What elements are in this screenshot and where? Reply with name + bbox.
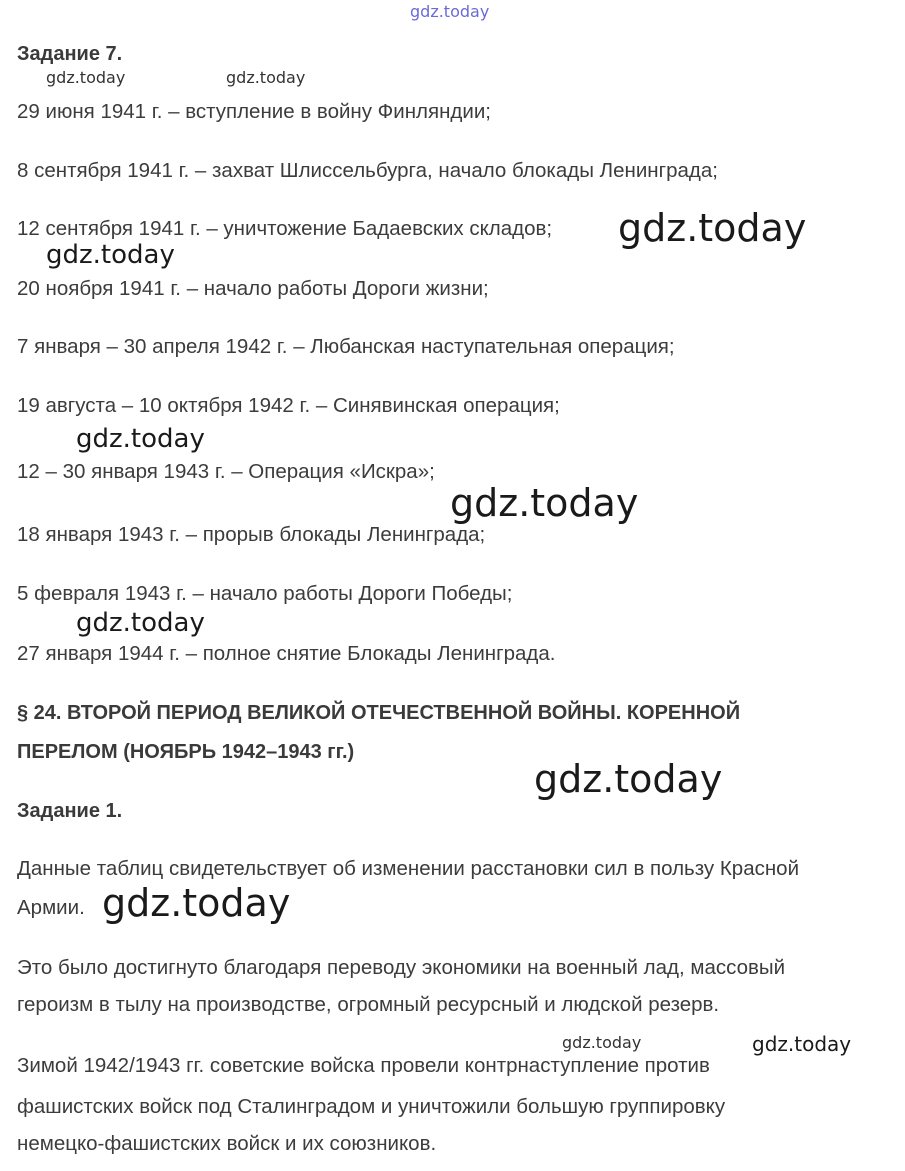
watermark-medium: gdz.today	[46, 240, 175, 270]
task7-line-1: 29 июня 1941 г. – вступление в войну Финляндии;	[17, 100, 491, 123]
task1-para2-line-1: Это было достигнуто благодаря переводу экономики на военный лад, массовый	[17, 956, 786, 979]
task7-line-10: 27 января 1944 г. – полное снятие Блокады Ленинграда.	[17, 642, 556, 665]
watermark-small: gdz.today	[562, 1033, 642, 1052]
task1-para3-line-3: немецко-фашистских войск и их союзников.	[17, 1132, 437, 1155]
task7-line-4: 20 ноября 1941 г. – начало работы Дороги жизни;	[17, 277, 489, 300]
task1-para1-line-1: Данные таблиц свидетельствует об изменении расстановки сил в пользу Красной	[17, 857, 800, 880]
watermark-small: gdz.today	[752, 1032, 852, 1056]
section-title-line-2: ПЕРЕЛОМ (НОЯБРЬ 1942–1943 гг.)	[17, 741, 355, 763]
task7-line-8: 18 января 1943 г. – прорыв блокады Ленинграда;	[17, 523, 486, 546]
watermark-top: gdz.today	[410, 2, 490, 21]
watermark-medium: gdz.today	[76, 424, 205, 454]
task1-para3-line-2: фашистских войск под Сталинградом и уничтожили большую группировку	[17, 1095, 726, 1118]
task7-line-3: 12 сентября 1941 г. – уничтожение Бадаевских складов;	[17, 217, 553, 240]
task7-line-6: 19 августа – 10 октября 1942 г. – Синявинская операция;	[17, 394, 560, 417]
watermark-large: gdz.today	[102, 881, 291, 925]
watermark-large: gdz.today	[534, 757, 723, 801]
task1-para1-line-2: Армии.	[17, 896, 85, 919]
task1-para2-line-2: героизм в тылу на производстве, огромный ресурсный и людской резерв.	[17, 993, 720, 1016]
task1-para3-line-1: Зимой 1942/1943 гг. советские войска провели контрнаступление против	[17, 1054, 710, 1077]
section-title-line-1: § 24. ВТОРОЙ ПЕРИОД ВЕЛИКОЙ ОТЕЧЕСТВЕННОЙ ВОЙНЫ. КОРЕННОЙ	[17, 702, 741, 724]
watermark-large: gdz.today	[450, 481, 639, 525]
task7-line-5: 7 января – 30 апреля 1942 г. – Любанская наступательная операция;	[17, 335, 675, 358]
task7-line-2: 8 сентября 1941 г. – захват Шлиссельбурга, начало блокады Ленинграда;	[17, 159, 718, 182]
task7-line-7: 12 – 30 января 1943 г. – Операция «Искра»;	[17, 460, 435, 483]
watermark-medium: gdz.today	[76, 608, 205, 638]
watermark-small: gdz.today	[226, 68, 306, 87]
watermark-small: gdz.today	[46, 68, 126, 87]
task7-heading: Задание 7.	[17, 43, 123, 65]
task1-heading: Задание 1.	[17, 800, 123, 822]
task7-line-9: 5 февраля 1943 г. – начало работы Дороги Победы;	[17, 582, 513, 605]
watermark-large: gdz.today	[618, 206, 807, 250]
